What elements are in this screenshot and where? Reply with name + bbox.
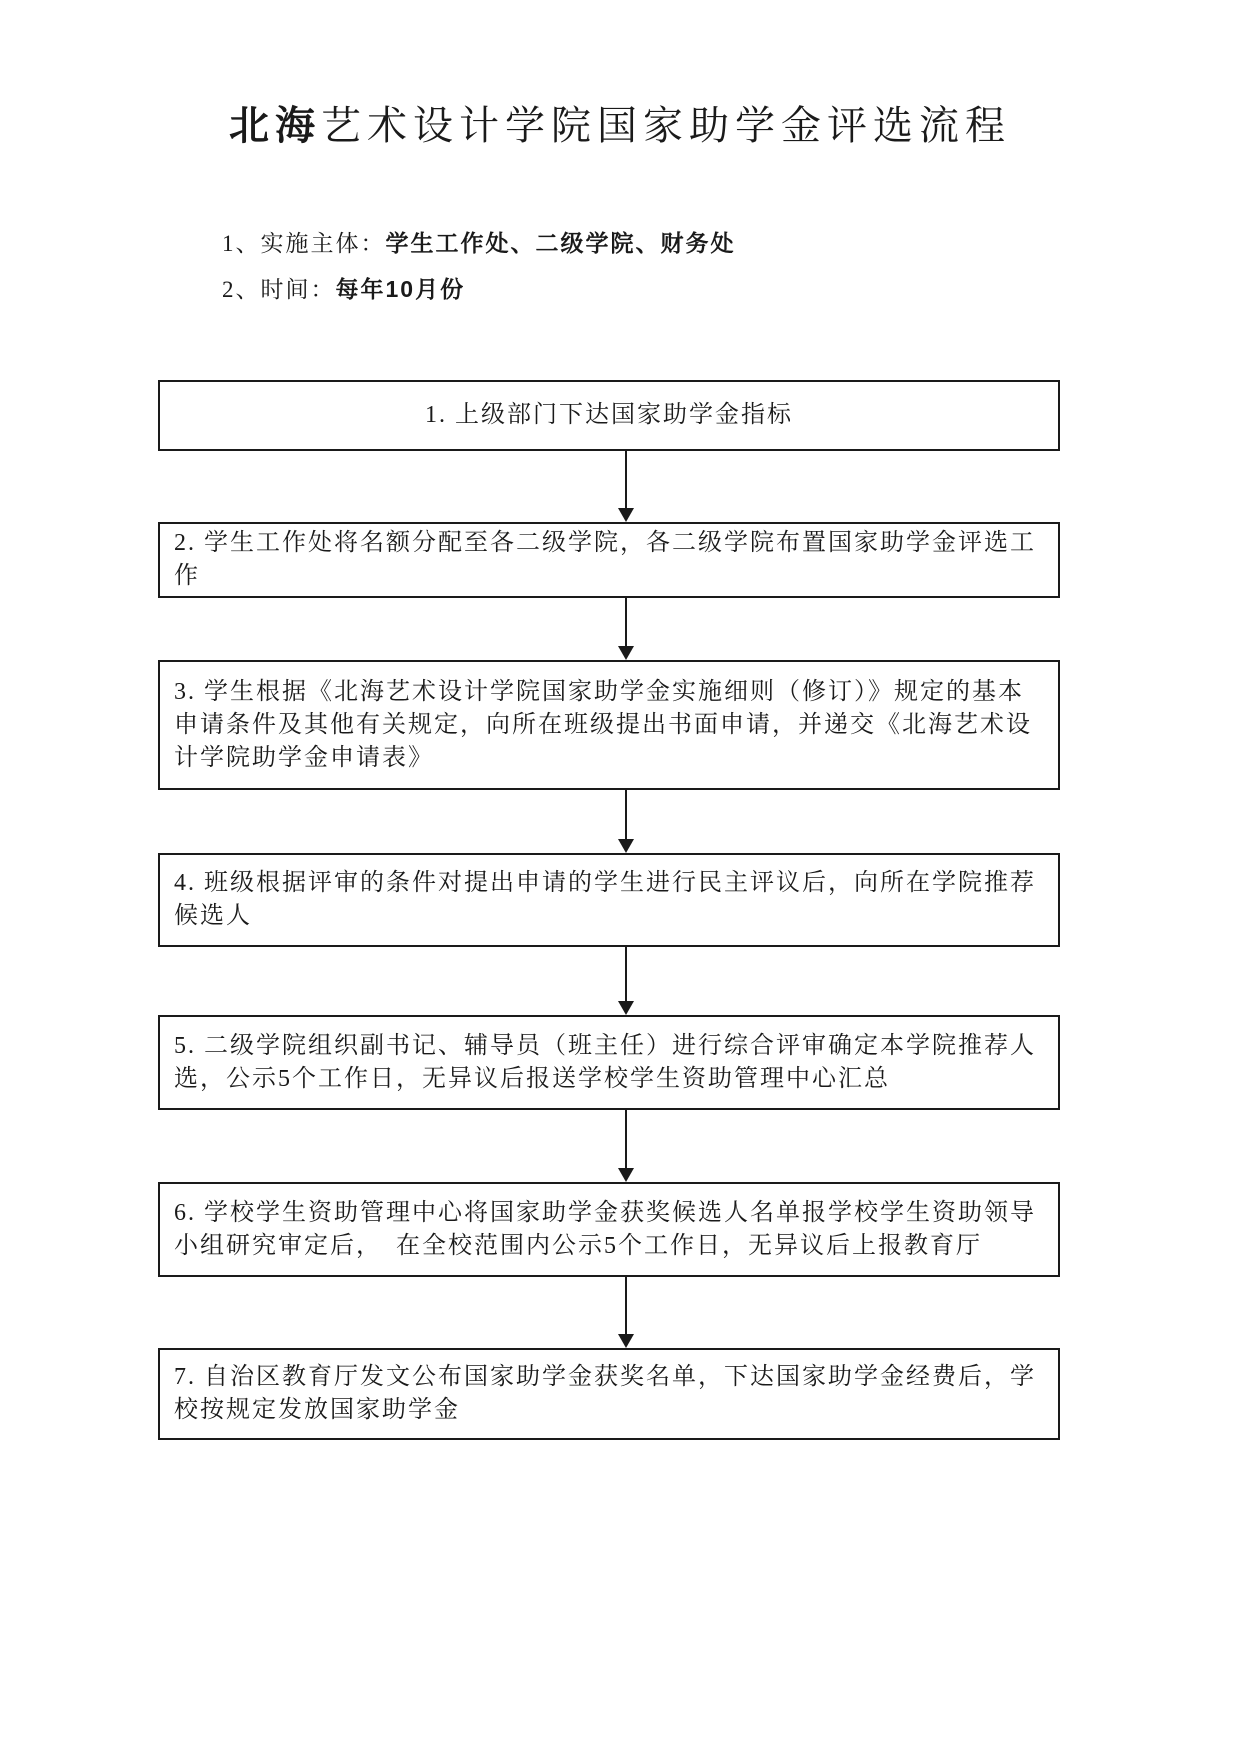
flow-step-7-text: 7. 自治区教育厅发文公布国家助学金获奖名单，下达国家助学金经费后，学校按规定发放国家助学金	[174, 1364, 1036, 1423]
flow-step-7	[158, 1348, 1060, 1440]
flow-step-4-text: 4. 班级根据评审的条件对提出申请的学生进行民主评议后，向所在学院推荐候选人	[174, 870, 1036, 929]
flowchart	[158, 380, 1060, 1440]
meta-implementer	[222, 228, 736, 259]
flow-step-5	[158, 1015, 1060, 1110]
page-title-emphasis: 北海	[229, 104, 321, 148]
flow-step-4	[158, 853, 1060, 947]
flow-arrow-1	[158, 451, 1060, 522]
flow-arrow-5	[158, 1110, 1060, 1182]
flow-step-1	[158, 380, 1060, 451]
flow-arrow-2	[158, 598, 1060, 660]
meta-time-label: 2、时间：	[222, 277, 336, 302]
flow-step-5-text: 5. 二级学院组织副书记、辅导员（班主任）进行综合评审确定本学院推荐人选，公示5个工作日，无异议后报送学校学生资助管理中心汇总	[174, 1032, 1036, 1092]
flow-step-6-text: 6. 学校学生资助管理中心将国家助学金获奖候选人名单报学校学生资助领导小组研究审定后， 在全校范围内公示5个工作日，无异议后上报教育厅	[174, 1199, 1036, 1259]
meta-time	[222, 274, 465, 305]
meta-implementer-value: 学生工作处、二级学院、财务处	[385, 230, 736, 256]
meta-time-value: 每年10月份	[335, 276, 466, 302]
flow-step-3	[158, 660, 1060, 790]
flow-step-2	[158, 522, 1060, 598]
page-title-rest: 艺术设计学院国家助学金评选流程	[321, 103, 1011, 148]
flow-step-3-text: 3. 学生根据《北海艺术设计学院国家助学金实施细则（修订）》规定的基本申请条件及其他有关规定，向所在班级提出书面申请，并递交《北海艺术设计学院助学金申请表》	[174, 678, 1032, 771]
page-title	[0, 102, 1240, 150]
flow-step-6	[158, 1182, 1060, 1277]
flow-step-1-text: 1. 上级部门下达国家助学金指标	[425, 402, 793, 428]
flow-arrow-6	[158, 1277, 1060, 1348]
flow-step-2-text: 2. 学生工作处将名额分配至各二级学院，各二级学院布置国家助学金评选工作	[174, 530, 1036, 589]
flow-arrow-3	[158, 790, 1060, 853]
flow-arrow-4	[158, 947, 1060, 1015]
meta-implementer-label: 1、实施主体：	[222, 231, 386, 256]
